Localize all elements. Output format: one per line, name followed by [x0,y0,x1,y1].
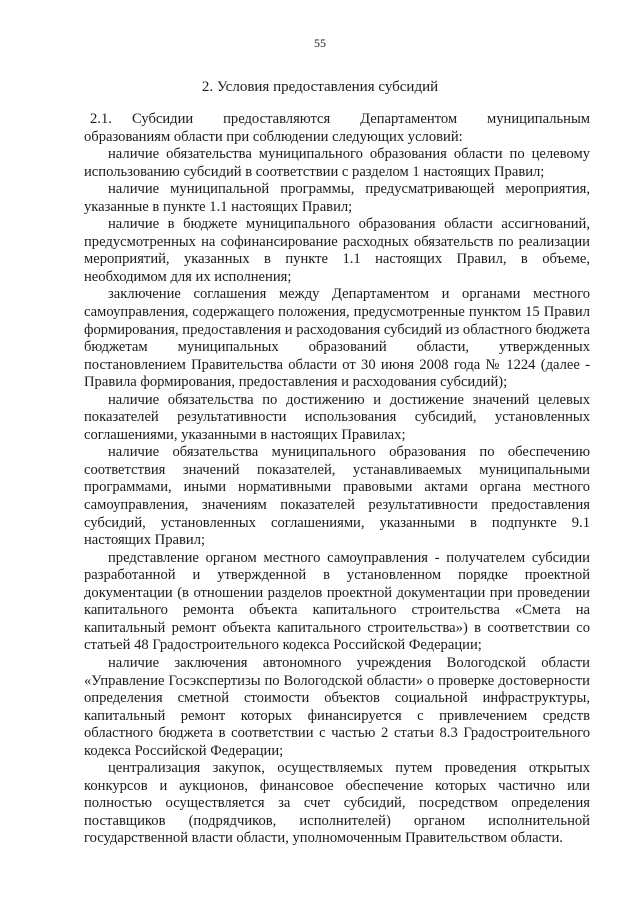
intro-text: Субсидии предоставляются Департаментом муниципальным образованиям области при соблюдении следующих условий: [84,111,590,145]
intro-paragraph [84,111,590,146]
condition-paragraph: наличие обязательства по достижению и достижение значений целевых показателей результативности использования субсидий, установленных соглашениями, указанными в настоящих Правилах; [84,391,590,443]
condition-paragraph: наличие в бюджете муниципального образования области ассигнований, предусмотренных на софинансирование расходных обязательств по реализации мероприятий, указанных в пункте 1.1 настоящих Правил, в объеме, необходимом для их исполнения; [84,216,590,285]
condition-paragraph: представление органом местного самоуправления - получателем субсидии разработанной и утвержденной в установленном порядке проектной документации (в отношении разделов проектной документации при проведении капитального ремонта объекта капитального строительства «Смета на капитальный ремонт объекта капитального строительства») в соответствии со статьей 48 Градостроительного кодекса Российской Федерации; [84,549,590,654]
condition-paragraph: наличие обязательства муниципального образования по обеспечению соответствия значений показателей, устанавливаемых муниципальными программами, иными нормативными правовыми актами органа местного самоуправления, значениям показателей результативности предоставления субсидий, установленных соглашениями, указанными в подпункте 9.1 настоящих Правил; [84,444,590,549]
condition-paragraph: наличие обязательства муниципального образования области по целевому использованию субсидий в соответствии с разделом 1 настоящих Правил; [84,146,590,180]
section-body [84,111,590,848]
page-number: 55 [314,36,326,50]
clause-number: 2.1. [90,111,112,127]
condition-paragraph: наличие муниципальной программы, предусматривающей мероприятия, указанные в пункте 1.1 настоящих Правил; [84,181,590,215]
condition-paragraph: наличие заключения автономного учреждения Вологодской области «Управление Госэкспертизы по Вологодской области» о проверке достоверности определения сметной стоимости объектов социальной инфраструктуры, капитальный ремонт которых финансируется с привлечением средств областного бюджета в соответствии с частью 2 статьи 8.3 Градостроительного кодекса Российской Федерации; [84,654,590,759]
condition-paragraph: заключение соглашения между Департаментом и органами местного самоуправления, содержащего положения, предусмотренные пунктом 15 Правил формирования, предоставления и расходования субсидий из областного бюджета бюджетам муниципальных образований области, утвержденных постановлением Правительства области от 30 июня 2008 года № 1224 (далее - Правила формирования, предоставления и расходования субсидий); [84,286,590,391]
condition-paragraph: централизация закупок, осуществляемых путем проведения открытых конкурсов и аукционов, финансовое обеспечение которых частично или полностью осуществляется за счет субсидий, посредством определения поставщиков (подрядчиков, исполнителей) органом исполнительной государственной власти области, уполномоченным Правительством области. [84,760,590,847]
section-heading: 2. Условия предоставления субсидий [201,79,439,95]
